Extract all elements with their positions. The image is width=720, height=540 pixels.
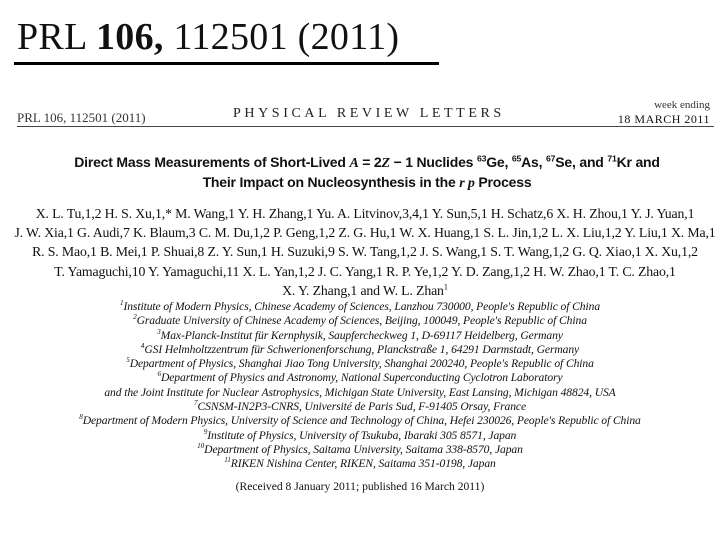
affiliation-line: $^8$Department of Modern Physics, University of Science and Technology of China, Hefei 230026, People's Republic of China: [79, 413, 641, 428]
affiliation-line: $^1$Institute of Modern Physics, Chinese Academy of Sciences, Lanzhou 730000, People's Republic of China: [119, 299, 601, 313]
affiliation-line: $^{11}$RIKEN Nishina Center, RIKEN, Saitama 351-0198, Japan: [224, 456, 496, 471]
affiliation-line: $^3$Max-Planck-Institut für Kernphysik, Saupfercheckweg 1, D-69117 Heidelberg, Germany: [157, 327, 563, 342]
header-date-block: [618, 98, 710, 126]
title-underline: [14, 62, 439, 65]
affiliation-line: $^5$Department of Physics, Shanghai Jiao Tong University, Shanghai 200240, People's Republic of China: [126, 356, 594, 371]
author-line: J. W. Xia,1 G. Audi,7 K. Blaum,3 C. M. Du,1,2 P. Geng,1,2 Z. G. Hu,1 W. X. Huang,1 S. L. Jin,1,2 L. X. Liu,1,2 Y. Liu,1 X. Ma,1: [14, 225, 716, 241]
affiliation-line: $^7$CSNSM-IN2P3-CNRS, Université de Paris Sud, F-91405 Orsay, France: [194, 399, 526, 414]
affiliation-line: $^2$Graduate University of Chinese Academy of Sciences, Beijing, 100049, People's Republic of China: [133, 313, 587, 328]
affiliation-line: $^6$Department of Physics and Astronomy, National Superconducting Cyclotron Laboratory: [157, 370, 563, 385]
paper-title-line-2: Their Impact on Nucleosynthesis in the r p Process: [202, 174, 532, 191]
affiliation-line: $^{10}$Department of Physics, Saitama University, Saitama 338-8570, Japan: [197, 442, 523, 456]
paper-title: [17, 153, 717, 193]
affiliation-list: [0, 300, 720, 472]
affiliation-line: and the Joint Institute for Nuclear Astrophysics, Michigan State University, East Lansing, Michigan 48824, USA: [104, 385, 616, 399]
paper-title-line-1: Direct Mass Measurements of Short-Lived A = 2Z − 1 Nuclides $^{63}$Ge, $^{65}$As, $^{67}$Se, and $^{71}$Kr and: [74, 153, 660, 171]
affiliation-line: $^4$GSI Helmholtzzentrum für Schwerionenforschung, Planckstraße 1, 64291 Darmstadt, Germany: [140, 342, 580, 356]
header-citation: PRL 106, 112501 (2011): [17, 110, 146, 125]
author-line: X. L. Tu,1,2 H. S. Xu,1,* M. Wang,1 Y. H. Zhang,1 Yu. A. Litvinov,3,4,1 Y. Sun,5,1 H. Schatz,6 X. H. Zhou,1 Y. J. Yuan,1: [35, 206, 695, 221]
author-line: X. Y. Zhang,1 and W. L. Zhan$^1$: [282, 281, 448, 298]
author-line: R. S. Mao,1 B. Mei,1 P. Shuai,8 Z. Y. Sun,1 H. Suzuki,9 S. W. Tang,1,2 J. S. Wang,1 S. T. Wang,1,2 G. Q. Xiao,1 X. Xu,1,2: [32, 244, 698, 260]
received-published-dates: (Received 8 January 2011; published 16 March 2011): [235, 480, 485, 493]
affiliation-line: $^9$Institute of Physics, University of Tsukuba, Ibaraki 305 8571, Japan: [203, 427, 517, 442]
header-journal-name: PHYSICAL REVIEW LETTERS: [233, 106, 505, 121]
slide-title: PRL 106, 112501 (2011): [17, 16, 400, 58]
author-line: T. Yamaguchi,10 Y. Yamaguchi,11 X. L. Yan,1,2 J. C. Yang,1 R. P. Ye,1,2 Y. D. Zang,1,2 H. W. Zhao,1 T. C. Zhao,1: [54, 263, 676, 279]
header-week-ending: week ending: [654, 99, 710, 111]
author-list: [10, 204, 720, 300]
header-rule: [17, 126, 714, 127]
header-date: 18 MARCH 2011: [617, 112, 710, 126]
